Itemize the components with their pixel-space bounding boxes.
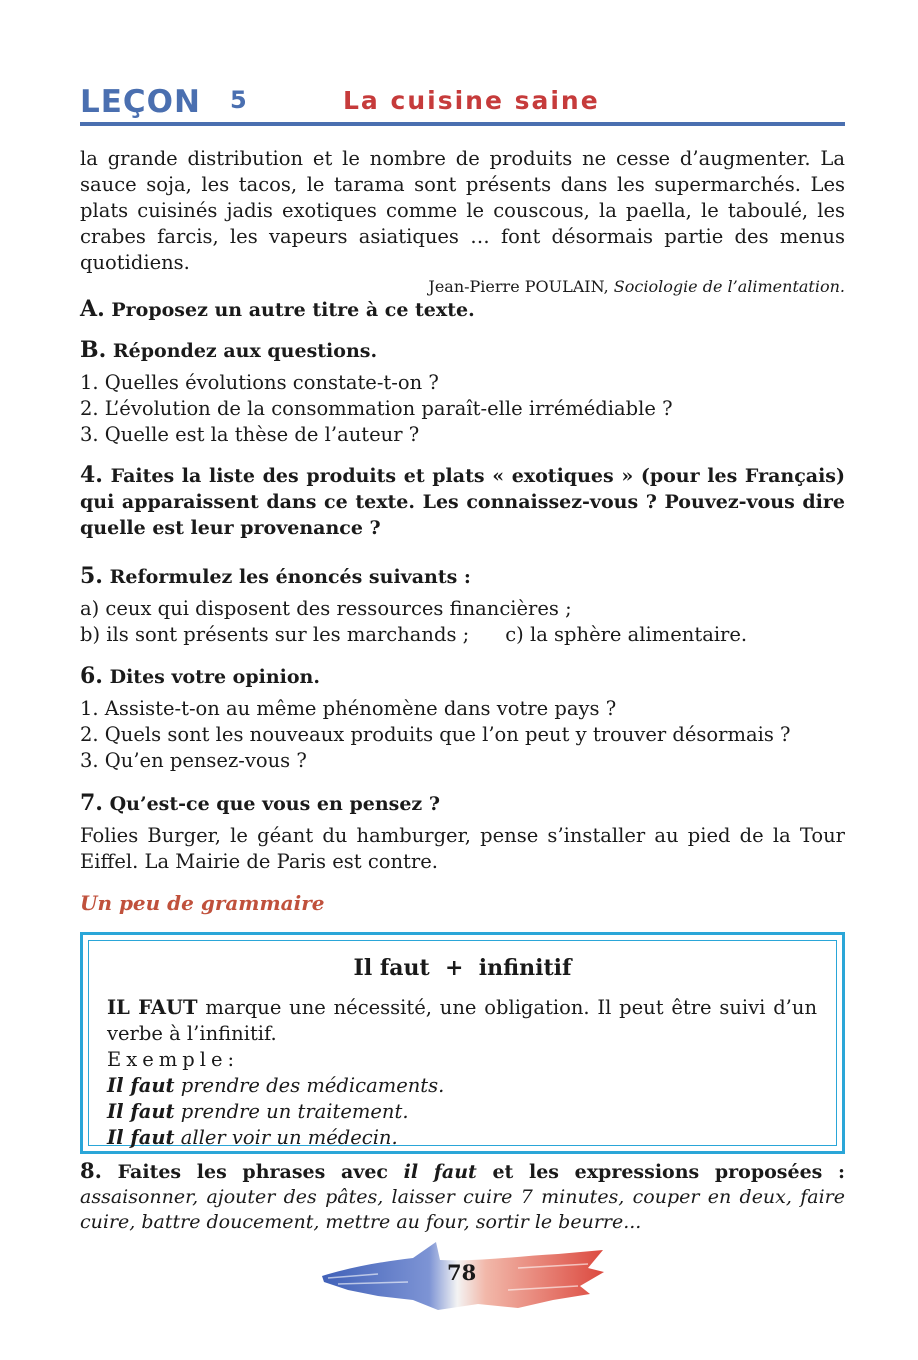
list-item: 1. Assiste-t-on au même phénomène dans votre pays ? bbox=[80, 697, 617, 720]
exercise-8: 8. Faites les phrases avec il faut et les expressions proposées : assaisonner, ajouter des pâtes, laisser cuire 7 minutes, couper en deux, faire cuire, battre doucement, mettre au four, sortir le beurre... bbox=[80, 1158, 846, 1233]
exercise-a-letter: A. bbox=[80, 296, 105, 322]
grammar-box-body bbox=[107, 995, 817, 1151]
citation-source: Sociologie de l’alimentation. bbox=[613, 277, 845, 296]
example-label: Exemple: bbox=[107, 1048, 240, 1071]
exercise-b-letter: B. bbox=[80, 337, 107, 363]
exercise-a bbox=[80, 296, 845, 323]
rule-text: marque une nécessité, une obligation. Il peut être suivi d’un verbe à l’infinitif. bbox=[107, 996, 818, 1045]
intro-paragraph: la grande distribution et le nombre de produits ne cesse d’augmenter. La sauce soja, les tacos, le tarama sont présents dans les supermarchés. Les plats cuisinés jadis exotiques comme le couscous, la paella, le taboulé, les crabes farcis, les vapeurs asiatiques … font désormais partie des menus quotidiens. bbox=[80, 147, 845, 274]
list-item: 2. Quels sont les nouveaux produits que l’on peut y trouver désormais ? bbox=[80, 723, 791, 746]
exercise-4-instruction: Faites la liste des produits et plats « exotiques » (pour les Français) qui apparaissent dans ce texte. Les connaissez-vous ? Pouvez-vous dire quelle est leur provenance ? bbox=[80, 465, 845, 539]
citation bbox=[80, 276, 845, 298]
exercise-6 bbox=[80, 663, 845, 774]
exercise-b-instruction: Répondez aux questions. bbox=[112, 340, 378, 362]
citation-author: Jean-Pierre POULAIN, bbox=[428, 277, 609, 296]
grammar-box bbox=[80, 932, 845, 1154]
list-item: a) ceux qui disposent des ressources financières ; bbox=[80, 597, 572, 620]
rule-keyword: IL FAUT bbox=[107, 996, 198, 1019]
grammar-box-inner bbox=[88, 940, 837, 1149]
lesson-number: 5 bbox=[230, 86, 247, 114]
exercise-4-number: 4. bbox=[80, 462, 103, 488]
exercise-5 bbox=[80, 563, 845, 648]
example-line: Il faut prendre des médicaments. bbox=[107, 1074, 445, 1097]
exercise-6-instruction: Dites votre opinion. bbox=[109, 666, 320, 688]
page-number: 78 bbox=[447, 1260, 477, 1285]
exercise-5-instruction: Reformulez les énoncés suivants : bbox=[109, 566, 471, 588]
exercise-8-expressions: assaisonner, ajouter des pâtes, laisser cuire 7 minutes, couper en deux, faire cuire, battre doucement, mettre au four, sortir le beurre... bbox=[80, 1186, 845, 1233]
list-item: 3. Quelle est la thèse de l’auteur ? bbox=[80, 423, 420, 446]
header-rule bbox=[80, 122, 845, 126]
exercise-7-number: 7. bbox=[80, 790, 103, 816]
example-line: Il faut aller voir un médecin. bbox=[107, 1126, 398, 1149]
exercise-a-instruction: Proposez un autre titre à ce texte. bbox=[111, 299, 475, 321]
list-item-c: c) la sphère alimentaire. bbox=[505, 623, 748, 646]
list-item: 3. Qu’en pensez-vous ? bbox=[80, 749, 307, 772]
exercise-6-number: 6. bbox=[80, 663, 103, 689]
exercise-b bbox=[80, 337, 845, 448]
lesson-title: La cuisine saine bbox=[343, 86, 600, 115]
grammar-box-title: Il faut + infinitif bbox=[353, 955, 572, 981]
list-item: 1. Quelles évolutions constate-t-on ? bbox=[80, 371, 439, 394]
exercise-7-body: Folies Burger, le géant du hamburger, pense s’installer au pied de la Tour Eiffel. La Mairie de Paris est contre. bbox=[80, 824, 845, 873]
list-item-b: b) ils sont présents sur les marchands ; bbox=[80, 623, 470, 646]
lesson-header bbox=[80, 80, 845, 128]
exercise-5-number: 5. bbox=[80, 563, 103, 589]
grammar-section-heading bbox=[80, 891, 845, 915]
example-line: Il faut prendre un traitement. bbox=[107, 1100, 409, 1123]
list-item bbox=[80, 622, 845, 648]
grammar-title: Un peu de grammaire bbox=[80, 891, 325, 915]
lesson-label: LEÇON bbox=[80, 84, 201, 120]
exercise-8-number: 8. bbox=[80, 1158, 102, 1183]
exercise-4 bbox=[80, 462, 845, 541]
exercise-7-instruction: Qu’est-ce que vous en pensez ? bbox=[109, 793, 440, 815]
exercise-7 bbox=[80, 790, 845, 875]
list-item: 2. L’évolution de la consommation paraît-elle irrémédiable ? bbox=[80, 397, 673, 420]
intro-text-block bbox=[80, 146, 845, 298]
